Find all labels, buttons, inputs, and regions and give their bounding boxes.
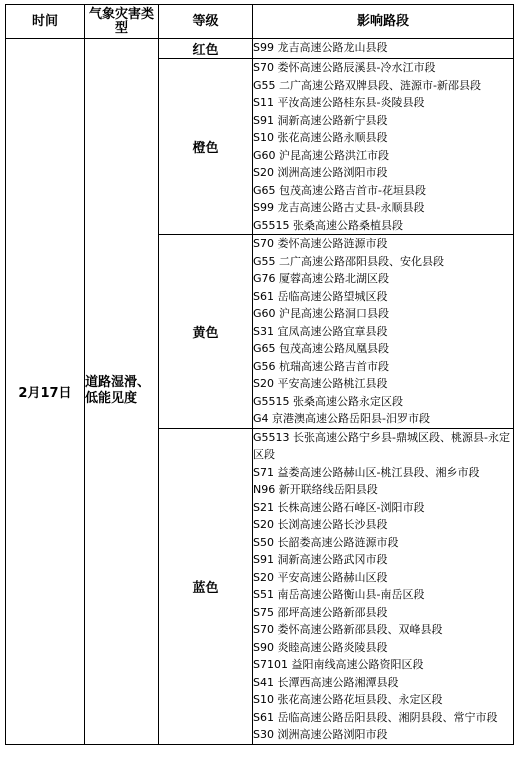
road-item: G55 二广高速公路双牌县段、涟源市-新邵县段 — [253, 78, 481, 92]
level-orange: 橙色 — [159, 59, 253, 235]
road-item: G55 二广高速公路邵阳县段、安化县段 — [253, 254, 445, 268]
date-cell: 2月17日 — [6, 39, 85, 745]
road-item: S70 娄怀高速公路辰溪县-冷水江市段 — [253, 61, 436, 74]
hazard-type-cell: 道路湿滑、低能见度 — [85, 39, 159, 745]
road-item: S99 龙吉高速公路龙山县段 — [253, 41, 388, 54]
road-item: S70 娄怀高速公路涟源市段 — [253, 237, 388, 250]
road-item: S51 南岳高速公路衡山县-南岳区段 — [253, 588, 425, 601]
road-item: S7101 益阳南线高速公路资阳区段 — [253, 658, 424, 671]
road-item: G5513 长张高速公路宁乡县-鼎城区段、桃源县-永定区段 — [253, 430, 510, 461]
roads-yellow — [253, 235, 514, 429]
road-item: S91 洞新高速公路新宁县段 — [253, 113, 388, 127]
road-item: G5515 张桑高速公路永定区段 — [253, 394, 404, 408]
road-item: S30 浏洲高速公路浏阳市段 — [253, 728, 388, 741]
roads-orange — [253, 59, 514, 235]
road-item: S20 平安高速公路桃江县段 — [253, 377, 388, 390]
warning-table — [5, 4, 514, 745]
level-red: 红色 — [159, 39, 253, 59]
roads-red — [253, 39, 514, 59]
road-item: G60 沪昆高速公路洪江市段 — [253, 148, 390, 162]
road-item: S61 岳临高速公路岳阳县段、湘阴县段、常宁市段 — [253, 710, 498, 724]
header-time: 时间 — [6, 5, 85, 39]
road-item: G4 京港澳高速公路岳阳县-汨罗市段 — [253, 412, 430, 425]
road-item: S41 长潭西高速公路湘潭县段 — [253, 675, 399, 689]
road-item: S20 浏洲高速公路浏阳市段 — [253, 166, 388, 179]
road-item: G65 包茂高速公路吉首市-花垣县段 — [253, 183, 426, 197]
level-yellow: 黄色 — [159, 235, 253, 429]
road-item: S20 平安高速公路赫山区段 — [253, 570, 388, 584]
road-item: S11 平汝高速公路桂东县-炎陵县段 — [253, 96, 425, 109]
road-item: S20 长浏高速公路长沙县段 — [253, 518, 388, 531]
roads-blue — [253, 428, 514, 744]
header-level: 等级 — [159, 5, 253, 39]
road-item: G76 厦蓉高速公路北湖区段 — [253, 272, 390, 285]
level-blue: 蓝色 — [159, 428, 253, 744]
road-item: S21 长株高速公路石峰区-浏阳市段 — [253, 500, 425, 514]
road-item: S10 张花高速公路花垣县段、永定区段 — [253, 693, 443, 706]
road-item: G5515 张桑高速公路桑植县段 — [253, 218, 404, 232]
road-item: S91 洞新高速公路武冈市段 — [253, 553, 388, 566]
road-item: S75 邵坪高速公路新邵县段 — [253, 605, 388, 619]
header-row — [6, 5, 514, 39]
road-item: S10 张花高速公路永顺县段 — [253, 131, 388, 144]
road-item: S50 长韶娄高速公路涟源市段 — [253, 535, 399, 549]
road-item: S90 炎睦高速公路炎陵县段 — [253, 640, 388, 654]
header-hazard-type: 气象灾害类型 — [85, 5, 159, 39]
road-item: S71 益娄高速公路赫山区-桃江县段、湘乡市段 — [253, 465, 480, 479]
road-item: S70 娄怀高速公路新邵县段、双峰县段 — [253, 623, 443, 636]
row-red — [6, 39, 514, 59]
road-item: S99 龙吉高速公路古丈县-永顺县段 — [253, 201, 425, 214]
road-item: G65 包茂高速公路凤凰县段 — [253, 342, 390, 355]
road-item: G60 沪昆高速公路洞口县段 — [253, 307, 390, 320]
road-item: N96 新开联络线岳阳县段 — [253, 483, 378, 496]
road-item: S31 宜凤高速公路宜章县段 — [253, 324, 388, 338]
road-item: S61 岳临高速公路望城区段 — [253, 289, 388, 303]
header-roads: 影响路段 — [253, 5, 514, 39]
road-item: G56 杭瑞高速公路吉首市段 — [253, 359, 390, 373]
